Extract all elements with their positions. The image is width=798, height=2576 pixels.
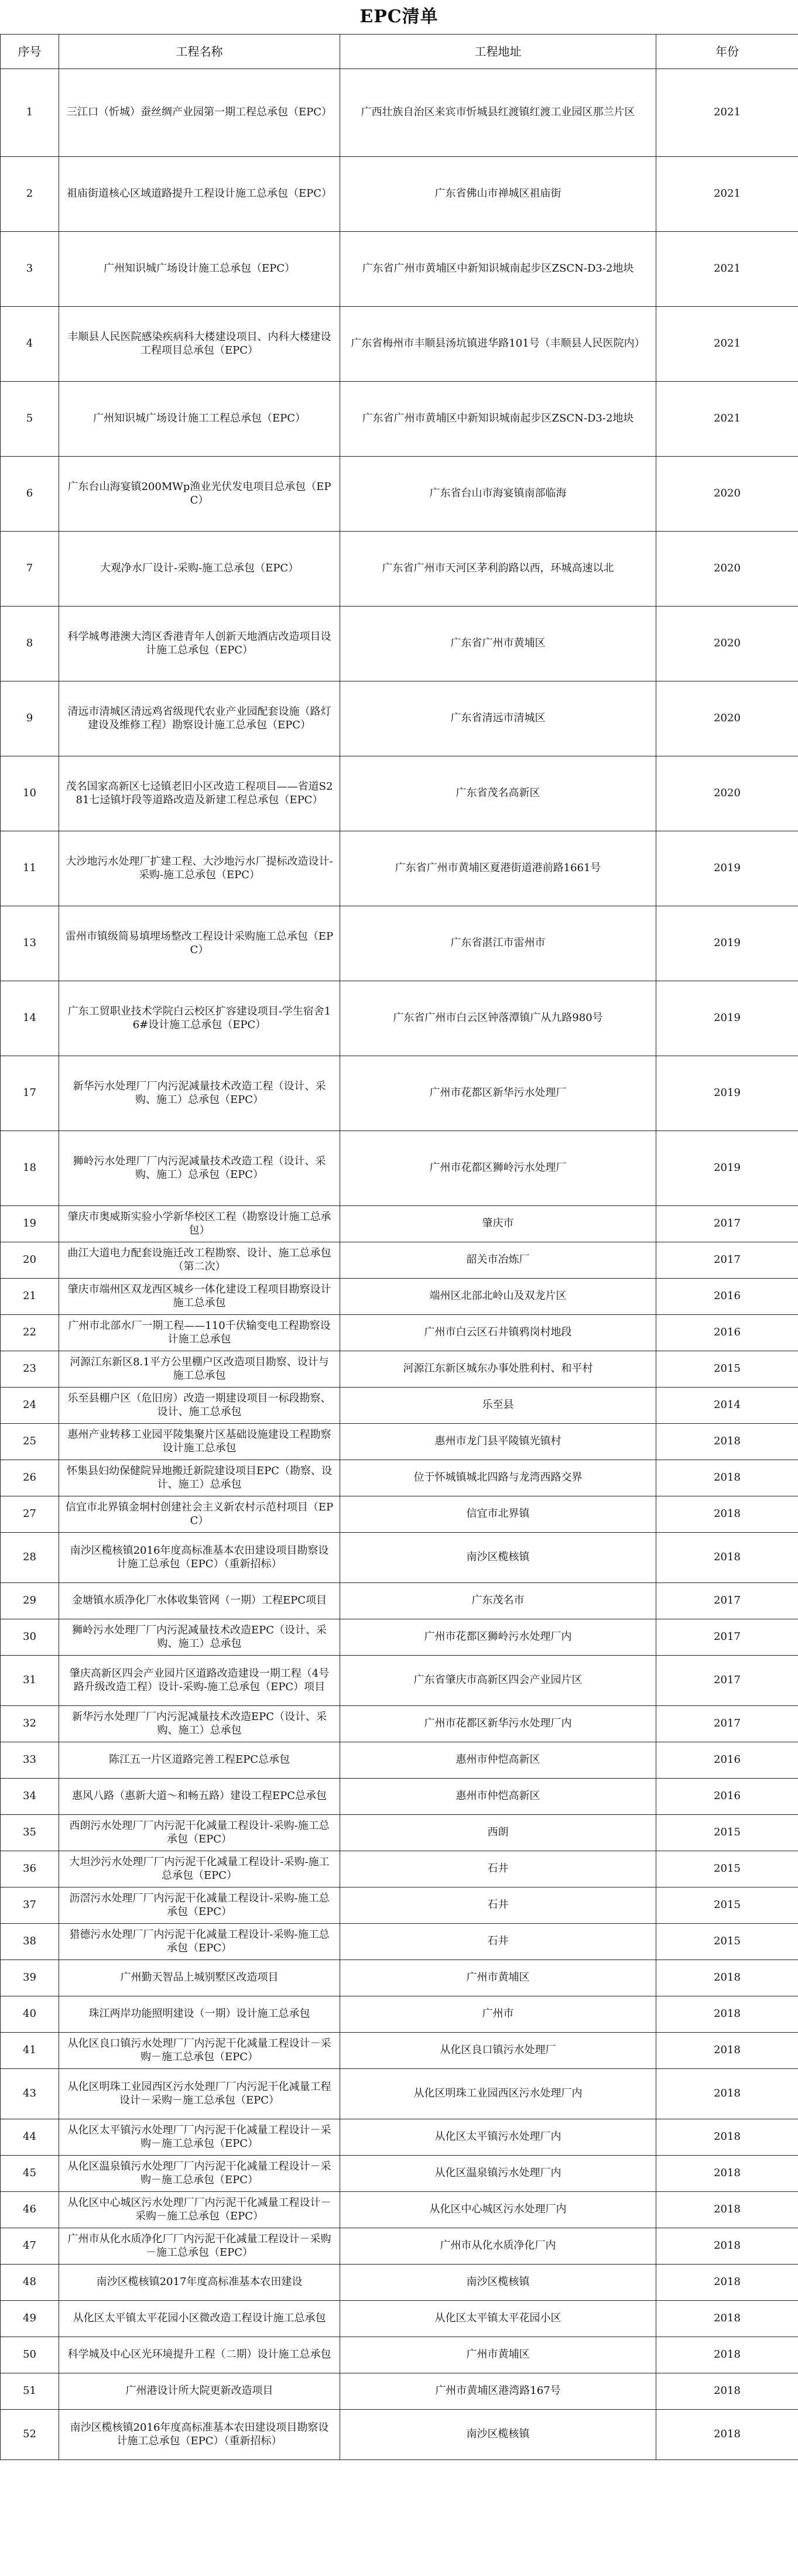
cell-year: 2018 [656, 2069, 798, 2119]
cell-project-name: 广州知识城广场设计施工工程总承包（EPC） [59, 382, 340, 457]
cell-no: 33 [1, 1742, 59, 1779]
cell-year: 2019 [656, 1056, 798, 1131]
table-row [1, 2156, 798, 2192]
table-row [1, 2192, 798, 2228]
cell-project-name: 珠江两岸功能照明建设（一期）设计施工总承包 [59, 1996, 340, 2033]
cell-no: 9 [1, 681, 59, 756]
cell-project-name: 陈江五一片区道路完善工程EPC总承包 [59, 1742, 340, 1779]
table-row [1, 1460, 798, 1496]
cell-no: 7 [1, 532, 59, 607]
cell-project-name: 狮岭污水处理厂厂内污泥减量技术改造工程（设计、采购、施工）总承包（EPC） [59, 1131, 340, 1206]
cell-year: 2017 [656, 1206, 798, 1242]
cell-project-name: 猎德污水处理厂厂内污泥干化减量工程设计-采购-施工总承包（EPC） [59, 1924, 340, 1960]
cell-address: 广东省梅州市丰顺县汤坑镇进华路101号（丰顺县人民医院内） [340, 307, 656, 382]
table-row [1, 1779, 798, 1815]
cell-no: 37 [1, 1888, 59, 1924]
table-row [1, 1742, 798, 1779]
cell-no: 47 [1, 2228, 59, 2265]
cell-year: 2019 [656, 906, 798, 981]
cell-project-name: 广东台山海宴镇200MWp渔业光伏发电项目总承包（EPC） [59, 457, 340, 532]
cell-project-name: 沥滘污水处理厂厂内污泥干化减量工程设计-采购-施工总承包（EPC） [59, 1888, 340, 1924]
cell-year: 2018 [656, 2337, 798, 2373]
cell-no: 8 [1, 607, 59, 681]
table-row [1, 831, 798, 906]
cell-no: 3 [1, 232, 59, 307]
cell-no: 52 [1, 2410, 59, 2460]
table-row [1, 1888, 798, 1924]
cell-no: 45 [1, 2156, 59, 2192]
cell-year: 2020 [656, 681, 798, 756]
cell-address: 广东省广州市黄埔区中新知识城南起步区ZSCN-D3-2地块 [340, 382, 656, 457]
table-row [1, 69, 798, 157]
table-row [1, 2337, 798, 2373]
cell-address: 广州市黄埔区 [340, 1960, 656, 1996]
cell-year: 2016 [656, 1279, 798, 1315]
table-row [1, 607, 798, 681]
cell-no: 49 [1, 2301, 59, 2337]
cell-no: 38 [1, 1924, 59, 1960]
cell-no: 14 [1, 981, 59, 1056]
cell-project-name: 从化区太平镇污水处理厂厂内污泥干化减量工程设计－采购－施工总承包（EPC） [59, 2119, 340, 2156]
cell-year: 2016 [656, 1779, 798, 1815]
cell-year: 2018 [656, 2192, 798, 2228]
cell-address: 广东省广州市黄埔区 [340, 607, 656, 681]
table-row [1, 1388, 798, 1424]
column-header-no: 序号 [1, 35, 59, 69]
cell-project-name: 新华污水处理厂厂内污泥减量技术改造工程（设计、采购、施工）总承包（EPC） [59, 1056, 340, 1131]
cell-address: 广东省清远市清城区 [340, 681, 656, 756]
cell-no: 44 [1, 2119, 59, 2156]
cell-no: 51 [1, 2373, 59, 2410]
cell-address: 从化区明珠工业园西区污水处理厂内 [340, 2069, 656, 2119]
cell-year: 2020 [656, 607, 798, 681]
cell-year: 2015 [656, 1815, 798, 1851]
cell-address: 从化区太平镇太平花园小区 [340, 2301, 656, 2337]
cell-project-name: 从化区明珠工业园西区污水处理厂厂内污泥干化减量工程设计－采购－施工总承包（EPC） [59, 2069, 340, 2119]
cell-address: 位于怀城镇城北四路与龙湾西路交界 [340, 1460, 656, 1496]
cell-year: 2021 [656, 307, 798, 382]
cell-no: 4 [1, 307, 59, 382]
cell-project-name: 广州知识城广场设计施工总承包（EPC） [59, 232, 340, 307]
cell-address: 惠州市龙门县平陵镇光镇村 [340, 1424, 656, 1460]
cell-no: 18 [1, 1131, 59, 1206]
cell-address: 广东茂名市 [340, 1583, 656, 1619]
cell-year: 2016 [656, 1742, 798, 1779]
cell-project-name: 曲江大道电力配套设施迁改工程勘察、设计、施工总承包（第二次） [59, 1242, 340, 1279]
cell-project-name: 肇庆市奥威斯实验小学新华校区工程（勘察设计施工总承包） [59, 1206, 340, 1242]
cell-address: 广州市白云区石井镇鸦岗村地段 [340, 1315, 656, 1351]
cell-project-name: 广东工贸职业技术学院白云校区扩容建设项目-学生宿舍16#设计施工总承包（EPC） [59, 981, 340, 1056]
cell-no: 29 [1, 1583, 59, 1619]
cell-no: 48 [1, 2265, 59, 2301]
document-title: EPC清单 [359, 6, 439, 27]
table-row [1, 1533, 798, 1583]
table-row [1, 2301, 798, 2337]
cell-no: 2 [1, 157, 59, 232]
column-header-address: 工程地址 [340, 35, 656, 69]
cell-year: 2017 [656, 1706, 798, 1742]
table-row [1, 1996, 798, 2033]
table-row [1, 1496, 798, 1533]
cell-year: 2020 [656, 532, 798, 607]
cell-no: 25 [1, 1424, 59, 1460]
cell-project-name: 从化区良口镇污水处理厂厂内污泥干化减量工程设计－采购－施工总承包（EPC） [59, 2033, 340, 2069]
cell-address: 石井 [340, 1851, 656, 1888]
cell-no: 20 [1, 1242, 59, 1279]
cell-no: 5 [1, 382, 59, 457]
table-row [1, 1315, 798, 1351]
epc-table [0, 34, 798, 2460]
cell-project-name: 狮岭污水处理厂厂内污泥减量技术改造EPC（设计、采购、施工）总承包 [59, 1619, 340, 1656]
cell-address: 信宜市北界镇 [340, 1496, 656, 1533]
cell-project-name: 广州港设计所大院更新改造项目 [59, 2373, 340, 2410]
table-row [1, 981, 798, 1056]
cell-project-name: 怀集县妇幼保健院异地搬迁新院建设项目EPC（勘察、设计、施工）总承包 [59, 1460, 340, 1496]
column-header-name: 工程名称 [59, 35, 340, 69]
cell-project-name: 惠风八路（惠新大道～和畅五路）建设工程EPC总承包 [59, 1779, 340, 1815]
cell-no: 22 [1, 1315, 59, 1351]
table-row [1, 1706, 798, 1742]
cell-address: 南沙区榄核镇 [340, 2410, 656, 2460]
table-row [1, 2228, 798, 2265]
cell-address: 河源江东新区城东办事处胜利村、和平村 [340, 1351, 656, 1388]
table-row [1, 2033, 798, 2069]
cell-year: 2018 [656, 2228, 798, 2265]
cell-no: 30 [1, 1619, 59, 1656]
cell-project-name: 雷州市镇级简易填埋场整改工程设计采购施工总承包（EPC） [59, 906, 340, 981]
cell-year: 2015 [656, 1924, 798, 1960]
cell-project-name: 大观净水厂设计-采购-施工总承包（EPC） [59, 532, 340, 607]
cell-year: 2018 [656, 1496, 798, 1533]
cell-project-name: 南沙区榄核镇2017年度高标准基本农田建设 [59, 2265, 340, 2301]
table-row [1, 1960, 798, 1996]
column-header-year: 年份 [656, 35, 798, 69]
cell-no: 43 [1, 2069, 59, 2119]
cell-no: 41 [1, 2033, 59, 2069]
cell-project-name: 大沙地污水处理厂扩建工程、大沙地污水厂提标改造设计-采购-施工总承包（EPC） [59, 831, 340, 906]
cell-project-name: 信宜市北界镇金垌村创建社会主义新农村示范村项目（EPC） [59, 1496, 340, 1533]
table-row [1, 2265, 798, 2301]
cell-year: 2014 [656, 1388, 798, 1424]
table-row [1, 1815, 798, 1851]
cell-address: 西朗 [340, 1815, 656, 1851]
cell-no: 34 [1, 1779, 59, 1815]
cell-address: 石井 [340, 1888, 656, 1924]
cell-project-name: 惠州产业转移工业园平陵集聚片区基础设施建设工程勘察设计施工总承包 [59, 1424, 340, 1460]
cell-year: 2018 [656, 2373, 798, 2410]
cell-address: 广西壮族自治区来宾市忻城县红渡镇红渡工业园区那兰片区 [340, 69, 656, 157]
cell-project-name: 广州勤天智品上城别墅区改造项目 [59, 1960, 340, 1996]
table-row [1, 1619, 798, 1656]
cell-project-name: 乐至县棚户区（危旧房）改造一期建设项目一标段勘察、设计、施工总承包 [59, 1388, 340, 1424]
cell-project-name: 河源江东新区8.1平方公里棚户区改造项目勘察、设计与施工总承包 [59, 1351, 340, 1388]
cell-address: 广州市从化水质净化厂内 [340, 2228, 656, 2265]
cell-no: 50 [1, 2337, 59, 2373]
cell-year: 2018 [656, 1460, 798, 1496]
cell-year: 2018 [656, 2033, 798, 2069]
cell-project-name: 三江口（忻城）蚕丝绸产业园第一期工程总承包（EPC） [59, 69, 340, 157]
cell-project-name: 科学城粤港澳大湾区香港青年人创新天地酒店改造项目设计施工总承包（EPC） [59, 607, 340, 681]
table-row [1, 382, 798, 457]
cell-project-name: 从化区太平镇太平花园小区微改造工程设计施工总承包 [59, 2301, 340, 2337]
cell-year: 2017 [656, 1656, 798, 1706]
cell-address: 南沙区榄核镇 [340, 2265, 656, 2301]
cell-year: 2018 [656, 1533, 798, 1583]
cell-address: 从化区中心城区污水处理厂内 [340, 2192, 656, 2228]
cell-no: 35 [1, 1815, 59, 1851]
cell-address: 韶关市冶炼厂 [340, 1242, 656, 1279]
table-row [1, 906, 798, 981]
cell-no: 39 [1, 1960, 59, 1996]
cell-address: 惠州市仲恺高新区 [340, 1779, 656, 1815]
table-row [1, 457, 798, 532]
cell-address: 从化区良口镇污水处理厂 [340, 2033, 656, 2069]
cell-year: 2015 [656, 1888, 798, 1924]
table-row [1, 681, 798, 756]
table-row [1, 1583, 798, 1619]
cell-project-name: 新华污水处理厂厂内污泥减量技术改造EPC（设计、采购、施工）总承包 [59, 1706, 340, 1742]
cell-address: 从化区太平镇污水处理厂内 [340, 2119, 656, 2156]
cell-project-name: 大坦沙污水处理厂厂内污泥干化减量工程设计-采购-施工总承包（EPC） [59, 1851, 340, 1888]
cell-year: 2021 [656, 382, 798, 457]
cell-year: 2019 [656, 831, 798, 906]
cell-no: 11 [1, 831, 59, 906]
cell-project-name: 广州市从化水质净化厂厂内污泥干化减量工程设计－采购－施工总承包（EPC） [59, 2228, 340, 2265]
table-row [1, 756, 798, 831]
table-row [1, 1206, 798, 1242]
cell-year: 2019 [656, 1131, 798, 1206]
cell-year: 2016 [656, 1315, 798, 1351]
cell-year: 2021 [656, 69, 798, 157]
table-row [1, 232, 798, 307]
table-row [1, 1351, 798, 1388]
cell-no: 24 [1, 1388, 59, 1424]
cell-address: 广东省茂名高新区 [340, 756, 656, 831]
cell-address: 广东省佛山市禅城区祖庙街 [340, 157, 656, 232]
cell-year: 2019 [656, 981, 798, 1056]
cell-year: 2018 [656, 2410, 798, 2460]
cell-address: 广州市花都区狮岭污水处理厂 [340, 1131, 656, 1206]
cell-no: 23 [1, 1351, 59, 1388]
cell-no: 32 [1, 1706, 59, 1742]
cell-address: 广东省湛江市雷州市 [340, 906, 656, 981]
cell-year: 2018 [656, 2119, 798, 2156]
cell-year: 2017 [656, 1619, 798, 1656]
cell-no: 31 [1, 1656, 59, 1706]
cell-project-name: 丰顺县人民医院感染疾病科大楼建设项目、内科大楼建设工程项目总承包（EPC） [59, 307, 340, 382]
cell-year: 2018 [656, 2301, 798, 2337]
table-row [1, 307, 798, 382]
cell-no: 13 [1, 906, 59, 981]
cell-project-name: 科学城及中心区光环境提升工程（二期）设计施工总承包 [59, 2337, 340, 2373]
cell-address: 肇庆市 [340, 1206, 656, 1242]
cell-project-name: 金塘镇水质净化厂水体收集管网（一期）工程EPC项目 [59, 1583, 340, 1619]
cell-no: 36 [1, 1851, 59, 1888]
cell-project-name: 西朗污水处理厂厂内污泥干化减量工程设计-采购-施工总承包（EPC） [59, 1815, 340, 1851]
cell-no: 6 [1, 457, 59, 532]
cell-year: 2020 [656, 756, 798, 831]
cell-no: 27 [1, 1496, 59, 1533]
cell-address: 乐至县 [340, 1388, 656, 1424]
table-row [1, 2069, 798, 2119]
cell-address: 广东省广州市白云区钟落潭镇广从九路980号 [340, 981, 656, 1056]
cell-project-name: 祖庙街道核心区域道路提升工程设计施工总承包（EPC） [59, 157, 340, 232]
cell-address: 广州市黄埔区 [340, 2337, 656, 2373]
cell-no: 17 [1, 1056, 59, 1131]
table-row [1, 1056, 798, 1131]
cell-address: 南沙区榄核镇 [340, 1533, 656, 1583]
cell-project-name: 广州市北部水厂一期工程——110千伏输变电工程勘察设计施工总承包 [59, 1315, 340, 1351]
cell-year: 2021 [656, 232, 798, 307]
cell-year: 2018 [656, 1960, 798, 1996]
cell-no: 26 [1, 1460, 59, 1496]
cell-address: 广州市花都区狮岭污水处理厂内 [340, 1619, 656, 1656]
cell-address: 广州市 [340, 1996, 656, 2033]
cell-no: 40 [1, 1996, 59, 2033]
table-row [1, 157, 798, 232]
cell-year: 2021 [656, 157, 798, 232]
cell-year: 2018 [656, 2265, 798, 2301]
cell-no: 10 [1, 756, 59, 831]
cell-address: 广东省广州市黄埔区夏港街道港前路1661号 [340, 831, 656, 906]
cell-project-name: 茂名国家高新区七迳镇老旧小区改造工程项目——省道S281七迳镇圩段等道路改造及新建工程总承包（EPC） [59, 756, 340, 831]
cell-address: 广州市黄埔区港湾路167号 [340, 2373, 656, 2410]
table-row [1, 1242, 798, 1279]
cell-no: 1 [1, 69, 59, 157]
table-body [1, 69, 798, 2460]
table-row [1, 1131, 798, 1206]
cell-year: 2015 [656, 1851, 798, 1888]
table-row [1, 1924, 798, 1960]
cell-address: 广东省广州市天河区茅利韵路以西，环城高速以北 [340, 532, 656, 607]
cell-project-name: 清远市清城区清远鸡省级现代农业产业园配套设施（路灯建设及维修工程）勘察设计施工总承包（EPC） [59, 681, 340, 756]
cell-project-name: 从化区中心城区污水处理厂厂内污泥干化减量工程设计－采购－施工总承包（EPC） [59, 2192, 340, 2228]
cell-year: 2020 [656, 457, 798, 532]
cell-year: 2017 [656, 1583, 798, 1619]
cell-address: 端州区北部北岭山及双龙片区 [340, 1279, 656, 1315]
cell-year: 2018 [656, 1996, 798, 2033]
table-row [1, 2410, 798, 2460]
cell-project-name: 肇庆高新区四会产业园片区道路改造建设一期工程（4号路升级改造工程）设计-采购-施工总承包（EPC）项目 [59, 1656, 340, 1706]
cell-address: 石井 [340, 1924, 656, 1960]
cell-project-name: 从化区温泉镇污水处理厂厂内污泥干化减量工程设计－采购－施工总承包（EPC） [59, 2156, 340, 2192]
cell-address: 广州市花都区新华污水处理厂 [340, 1056, 656, 1131]
cell-year: 2017 [656, 1242, 798, 1279]
cell-year: 2018 [656, 1424, 798, 1460]
cell-no: 21 [1, 1279, 59, 1315]
table-row [1, 1851, 798, 1888]
table-row [1, 2373, 798, 2410]
table-row [1, 2119, 798, 2156]
cell-address: 广东省肇庆市高新区四会产业园片区 [340, 1656, 656, 1706]
cell-no: 19 [1, 1206, 59, 1242]
table-row [1, 1279, 798, 1315]
cell-year: 2015 [656, 1351, 798, 1388]
cell-project-name: 南沙区榄核镇2016年度高标准基本农田建设项目勘察设计施工总承包（EPC）（重新招标） [59, 1533, 340, 1583]
cell-no: 28 [1, 1533, 59, 1583]
cell-address: 广东省台山市海宴镇南部临海 [340, 457, 656, 532]
cell-project-name: 南沙区榄核镇2016年度高标准基本农田建设项目勘察设计施工总承包（EPC）（重新招标） [59, 2410, 340, 2460]
table-row [1, 532, 798, 607]
table-row [1, 1656, 798, 1706]
cell-project-name: 肇庆市端州区双龙西区城乡一体化建设工程项目勘察设计施工总承包 [59, 1279, 340, 1315]
table-row [1, 1424, 798, 1460]
cell-no: 46 [1, 2192, 59, 2228]
cell-year: 2018 [656, 2156, 798, 2192]
table-header-row [1, 35, 798, 69]
cell-address: 从化区温泉镇污水处理厂内 [340, 2156, 656, 2192]
cell-address: 惠州市仲恺高新区 [340, 1742, 656, 1779]
cell-address: 广州市花都区新华污水处理厂内 [340, 1706, 656, 1742]
cell-address: 广东省广州市黄埔区中新知识城南起步区ZSCN-D3-2地块 [340, 232, 656, 307]
